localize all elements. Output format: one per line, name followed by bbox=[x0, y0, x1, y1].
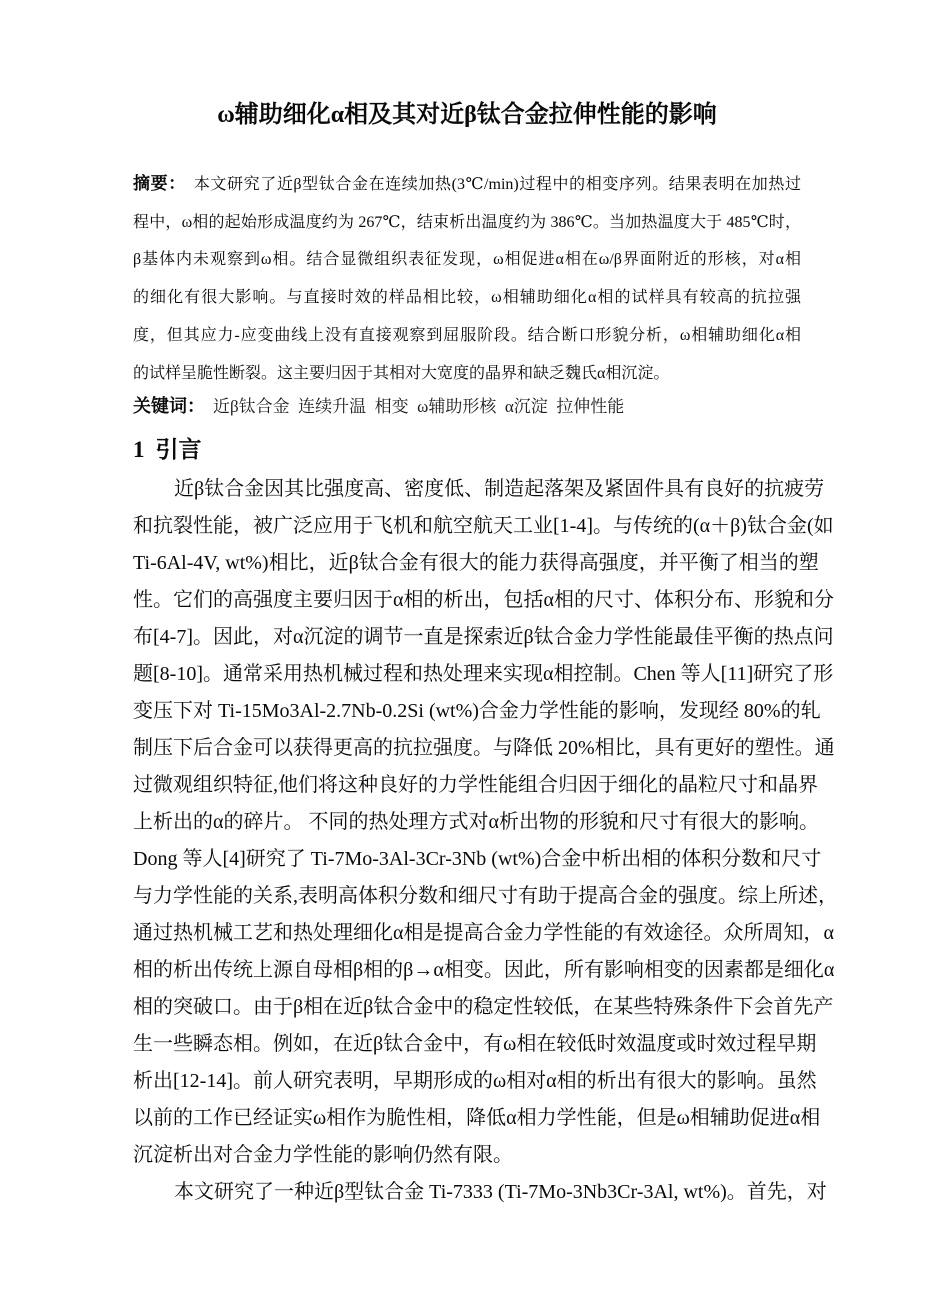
text-line: 上析出的α的碎片。 不同的热处理方式对α析出物的形貌和尺寸有很大的影响。 bbox=[133, 810, 819, 833]
keywords-label: 关键词： bbox=[133, 396, 205, 417]
abstract-paragraph bbox=[133, 165, 801, 392]
text-line: 摘要： 本文研究了近β型钛合金在连续加热(3℃/min)过程中的相变序列。结果表明在加热过 bbox=[133, 174, 801, 193]
text-line: 与力学性能的关系,表明高体积分数和细尺寸有助于提高合金的强度。综上所述， bbox=[133, 884, 838, 907]
text-line: 生一些瞬态相。例如，在近β钛合金中，有ω相在较低时效温度或时效过程早期 bbox=[133, 1032, 817, 1055]
text-line: β基体内未观察到ω相。结合显微组织表征发现，ω相促进α相在ω/β界面附近的形核，对α相 bbox=[133, 251, 801, 269]
section-number: 1 bbox=[133, 436, 145, 462]
text-line: 的试样呈脆性断裂。这主要归因于其相对大宽度的晶界和缺乏魏氏α相沉淀。 bbox=[133, 364, 670, 382]
text-line: 本文研究了一种近β型钛合金 Ti-7333 (Ti-7Mo-3Nb3Cr-3Al, wt%)。首先，对 bbox=[174, 1180, 827, 1203]
text-line: Ti-6Al-4V, wt%)相比，近β钛合金有很大的能力获得高强度，并平衡了相当的塑 bbox=[133, 551, 819, 574]
introduction-paragraph-1 bbox=[133, 471, 838, 1174]
keywords-list: 近β钛合金 连续升温 相变 ω辅助形核 α沉淀 拉伸性能 bbox=[213, 397, 625, 417]
text-line: 相的析出传统上源自母相β相的β→α相变。因此，所有影响相变的因素都是细化α bbox=[133, 958, 835, 981]
text-line: 以前的工作已经证实ω相作为脆性相，降低α相力学性能，但是ω相辅助促进α相 bbox=[133, 1106, 821, 1129]
text-line: Dong 等人[4]研究了 Ti-7Mo-3Al-3Cr-3Nb (wt%)合金中析出相的体积分数和尺寸 bbox=[133, 847, 822, 870]
text-line: 析出[12-14]。前人研究表明，早期形成的ω相对α相的析出有很大的影响。虽然 bbox=[133, 1069, 817, 1092]
text-line: 沉淀析出对合金力学性能的影响仍然有限。 bbox=[133, 1143, 513, 1166]
text-line: 布[4-7]。因此，对α沉淀的调节一直是探索近β钛合金力学性能最佳平衡的热点问 bbox=[133, 625, 834, 648]
text-line: 相的突破口。由于β相在近β钛合金中的稳定性较低，在某些特殊条件下会首先产 bbox=[133, 995, 834, 1018]
document-title: ω辅助细化α相及其对近β钛合金拉伸性能的影响 bbox=[217, 102, 717, 128]
text-line: 过微观组织特征,他们将这种良好的力学性能组合归因于细化的晶粒尺寸和晶界 bbox=[133, 773, 818, 796]
text-line: 程中，ω相的起始形成温度约为 267℃，结束析出温度约为 386℃。当加热温度大于 485℃时， bbox=[133, 213, 801, 231]
section-title: 引言 bbox=[155, 435, 202, 462]
text-line: 的细化有很大影响。与直接时效的样品相比较，ω相辅助细化α相的试样具有较高的抗拉强 bbox=[133, 289, 801, 307]
text-line: 和抗裂性能，被广泛应用于飞机和航空航天工业[1-4]。与传统的(α＋β)钛合金(如 bbox=[133, 514, 834, 537]
text-line: 变压下对 Ti-15Mo3Al-2.7Nb-0.2Si (wt%)合金力学性能的影响，发现经 80%的轧 bbox=[133, 699, 821, 722]
introduction-paragraph-2 bbox=[133, 1174, 827, 1211]
abstract-label: 摘要： bbox=[133, 174, 186, 193]
section-heading-introduction bbox=[133, 432, 801, 467]
text-line: 度，但其应力-应变曲线上没有直接观察到屈服阶段。结合断口形貌分析，ω相辅助细化α相 bbox=[133, 326, 801, 344]
text-line: 题[8-10]。通常采用热机械过程和热处理来实现α相控制。Chen 等人[11]研究了形 bbox=[133, 662, 834, 685]
text-line: 性。它们的高强度主要归因于α相的析出，包括α相的尺寸、体积分布、形貌和分 bbox=[133, 588, 834, 611]
text-line: 近β钛合金因其比强度高、密度低、制造起落架及紧固件具有良好的抗疲劳 bbox=[174, 477, 825, 500]
keywords-line bbox=[133, 388, 801, 426]
text-line: 制压下后合金可以获得更高的抗拉强度。与降低 20%相比，具有更好的塑性。通 bbox=[133, 736, 835, 759]
text-line: 通过热机械工艺和热处理细化α相是提高合金力学性能的有效途径。众所周知，α bbox=[133, 921, 834, 944]
